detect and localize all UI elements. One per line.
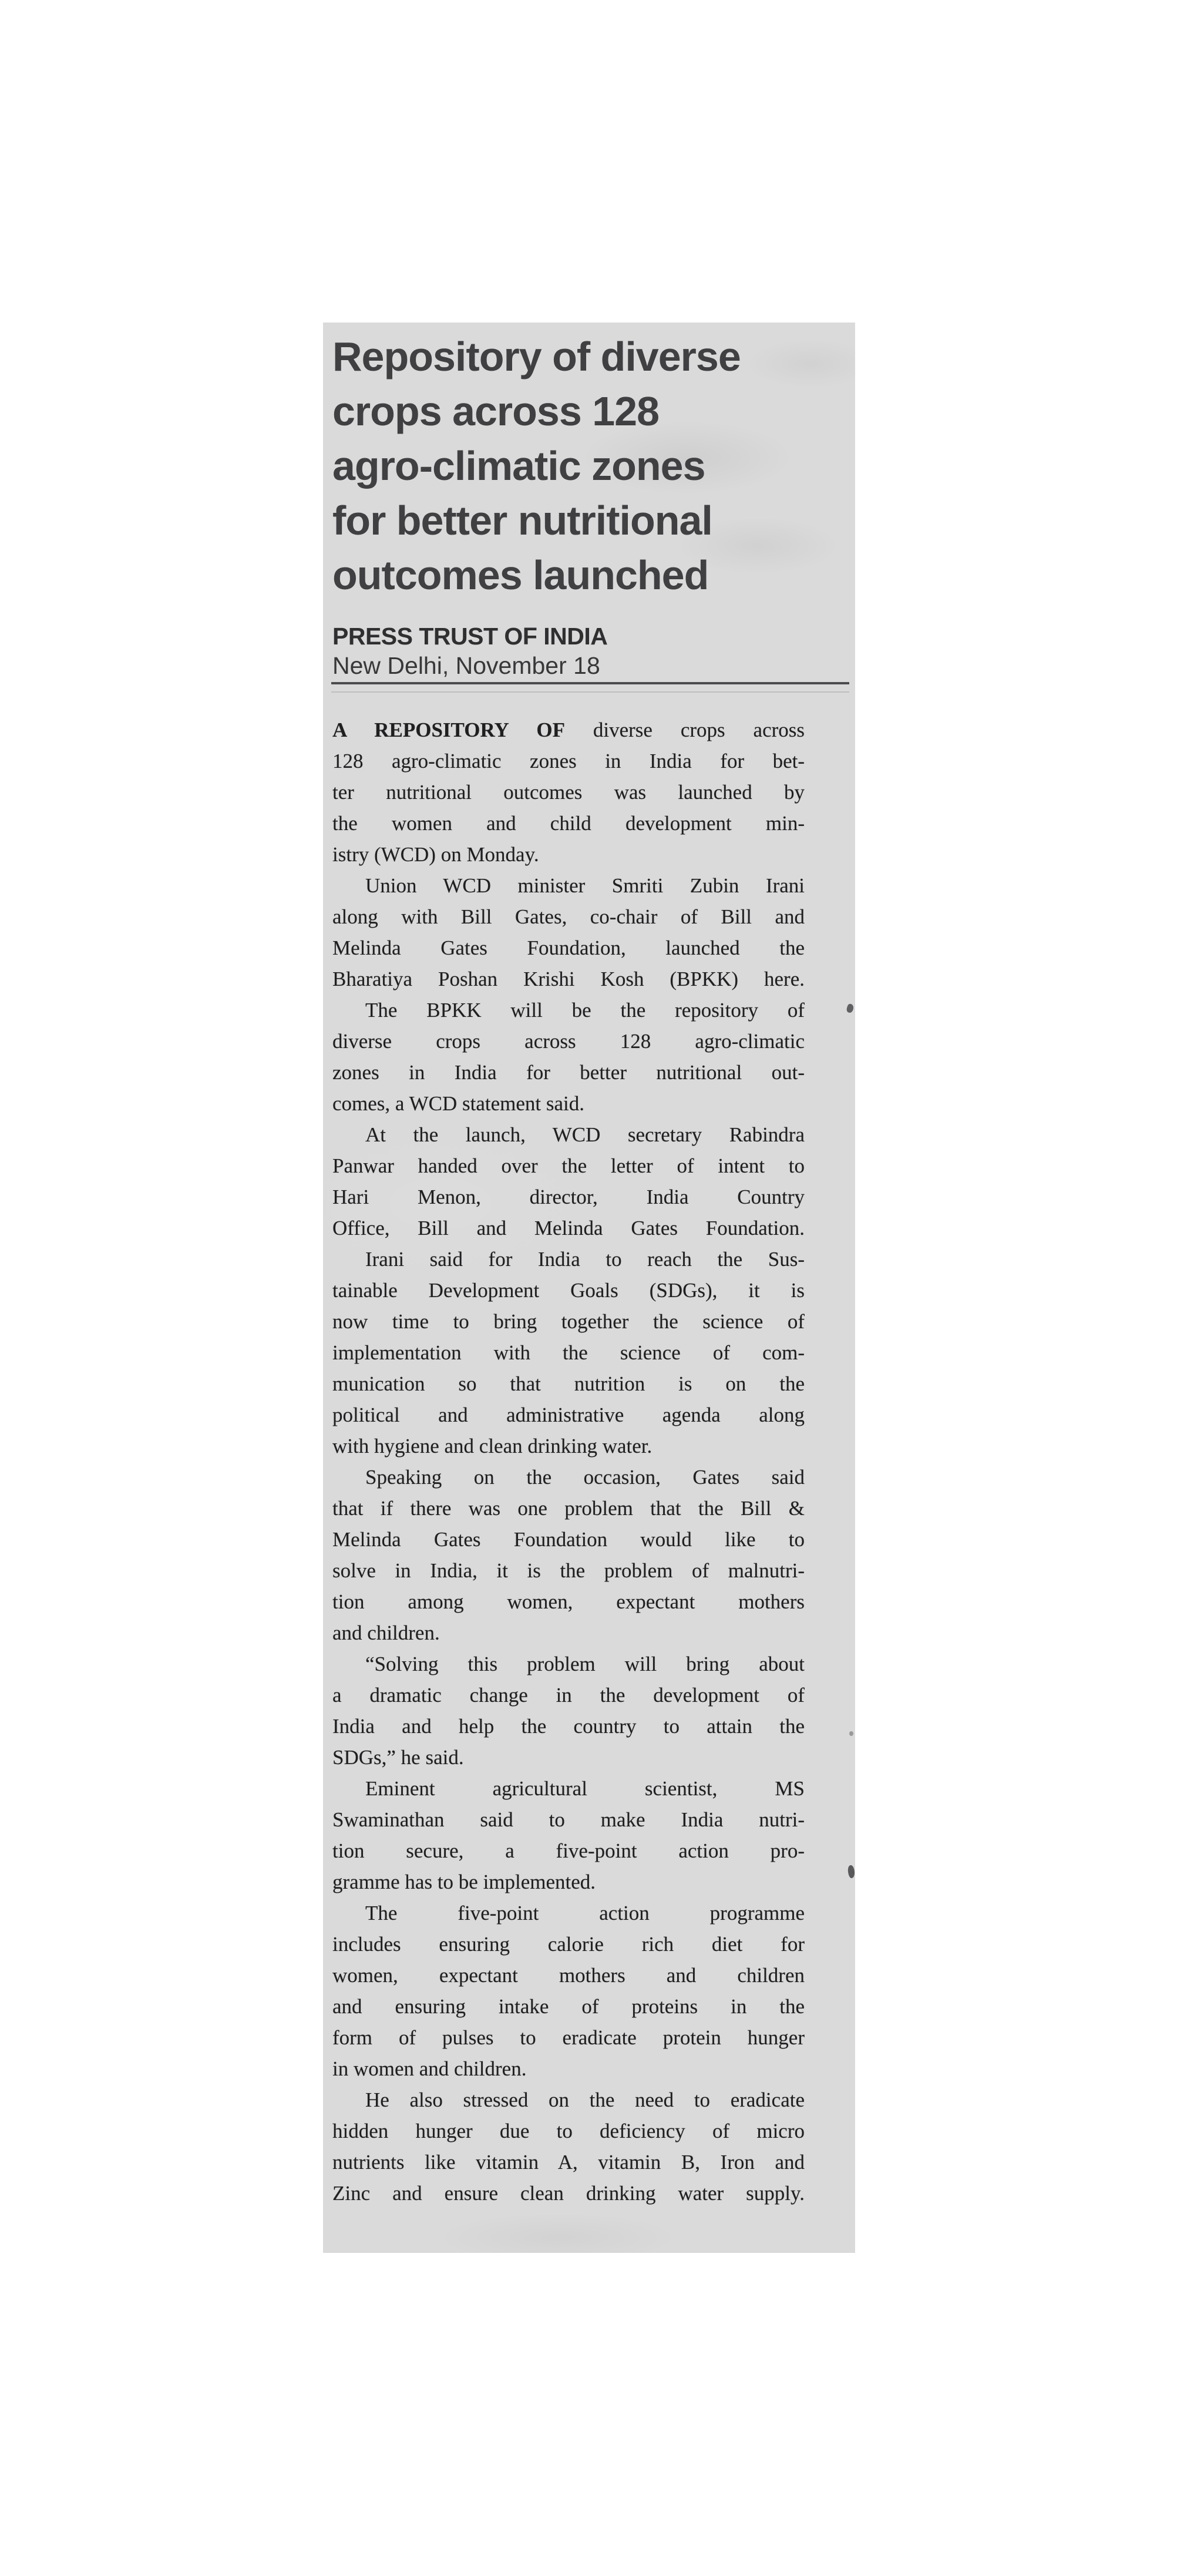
body-line: diverse crops across 128 agro-climatic [332, 1030, 805, 1053]
body-line: istry (WCD) on Monday. [332, 843, 539, 866]
body-line: solve in India, it is the problem of malnutri- [332, 1559, 805, 1582]
ink-speck [849, 1731, 853, 1736]
article-body [332, 714, 805, 2209]
body-line: now time to bring together the science of [332, 1310, 805, 1333]
body-line: comes, a WCD statement said. [332, 1092, 584, 1115]
ink-speck [846, 1003, 855, 1014]
body-line: along with Bill Gates, co-chair of Bill and [332, 905, 805, 928]
body-line: hidden hunger due to deficiency of micro [332, 2120, 805, 2142]
body-line: Bharatiya Poshan Krishi Kosh (BPKK) here. [332, 968, 805, 990]
body-line: munication so that nutrition is on the [332, 1372, 805, 1395]
body-line: tainable Development Goals (SDGs), it is [332, 1279, 805, 1302]
lead-bold-text: A REPOSITORY OF [332, 718, 565, 741]
ink-speck [847, 1865, 856, 1879]
body-line: Office, Bill and Melinda Gates Foundation. [332, 1217, 805, 1240]
body-line: He also stressed on the need to eradicate [365, 2088, 805, 2111]
body-line: Zinc and ensure clean drinking water supply. [332, 2182, 805, 2205]
body-line: Eminent agricultural scientist, MS [365, 1777, 805, 1800]
byline: PRESS TRUST OF INDIA [332, 623, 608, 650]
body-line: India and help the country to attain the [332, 1715, 805, 1738]
body-line: includes ensuring calorie rich diet for [332, 1933, 805, 1956]
body-line: in women and children. [332, 2057, 527, 2080]
body-line: The BPKK will be the repository of [365, 999, 805, 1022]
body-line: A REPOSITORY OF diverse crops across [332, 718, 805, 741]
headline-line: outcomes launched [332, 552, 709, 598]
body-line: Union WCD minister Smriti Zubin Irani [365, 874, 805, 897]
body-line: SDGs,” he said. [332, 1746, 464, 1769]
body-line: women, expectant mothers and children [332, 1964, 805, 1987]
body-line: implementation with the science of com- [332, 1341, 805, 1364]
body-line: tion among women, expectant mothers [332, 1590, 805, 1613]
headline-divider [331, 682, 849, 684]
body-line: political and administrative agenda along [332, 1403, 805, 1426]
body-line: Speaking on the occasion, Gates said [365, 1466, 805, 1489]
dateline: New Delhi, November 18 [332, 652, 600, 679]
body-line: 128 agro-climatic zones in India for bet- [332, 750, 805, 773]
body-line: form of pulses to eradicate protein hunger [332, 2026, 805, 2049]
headline-divider-shadow [331, 691, 849, 693]
headline-line: agro-climatic zones [332, 443, 705, 489]
body-line: ter nutritional outcomes was launched by [332, 781, 805, 804]
headline-line: for better nutritional [332, 498, 712, 543]
body-line: Irani said for India to reach the Sus- [365, 1248, 805, 1271]
headline [332, 330, 838, 603]
body-line: At the launch, WCD secretary Rabindra [365, 1123, 805, 1146]
body-line: Hari Menon, director, India Country [332, 1185, 805, 1208]
body-line: gramme has to be implemented. [332, 1870, 596, 1893]
body-line: Melinda Gates Foundation, launched the [332, 936, 805, 959]
headline-line: crops across 128 [332, 388, 660, 434]
headline-line: Repository of diverse [332, 334, 741, 379]
body-line: nutrients like vitamin A, vitamin B, Iron and [332, 2151, 805, 2174]
body-line: Panwar handed over the letter of intent to [332, 1154, 805, 1177]
body-line: with hygiene and clean drinking water. [332, 1435, 653, 1457]
newspaper-clipping [323, 323, 855, 2253]
body-line: and children. [332, 1621, 440, 1644]
body-line: that if there was one problem that the Bill & [332, 1497, 805, 1520]
body-line: the women and child development min- [332, 812, 805, 835]
body-line: The five-point action programme [365, 1902, 805, 1925]
body-line: a dramatic change in the development of [332, 1684, 805, 1707]
body-line: and ensuring intake of proteins in the [332, 1995, 805, 2018]
body-line: Swaminathan said to make India nutri- [332, 1808, 805, 1831]
body-line: Melinda Gates Foundation would like to [332, 1528, 805, 1551]
body-line: zones in India for better nutritional out- [332, 1061, 805, 1084]
body-line: tion secure, a five-point action pro- [332, 1839, 805, 1862]
body-line: “Solving this problem will bring about [365, 1653, 805, 1675]
